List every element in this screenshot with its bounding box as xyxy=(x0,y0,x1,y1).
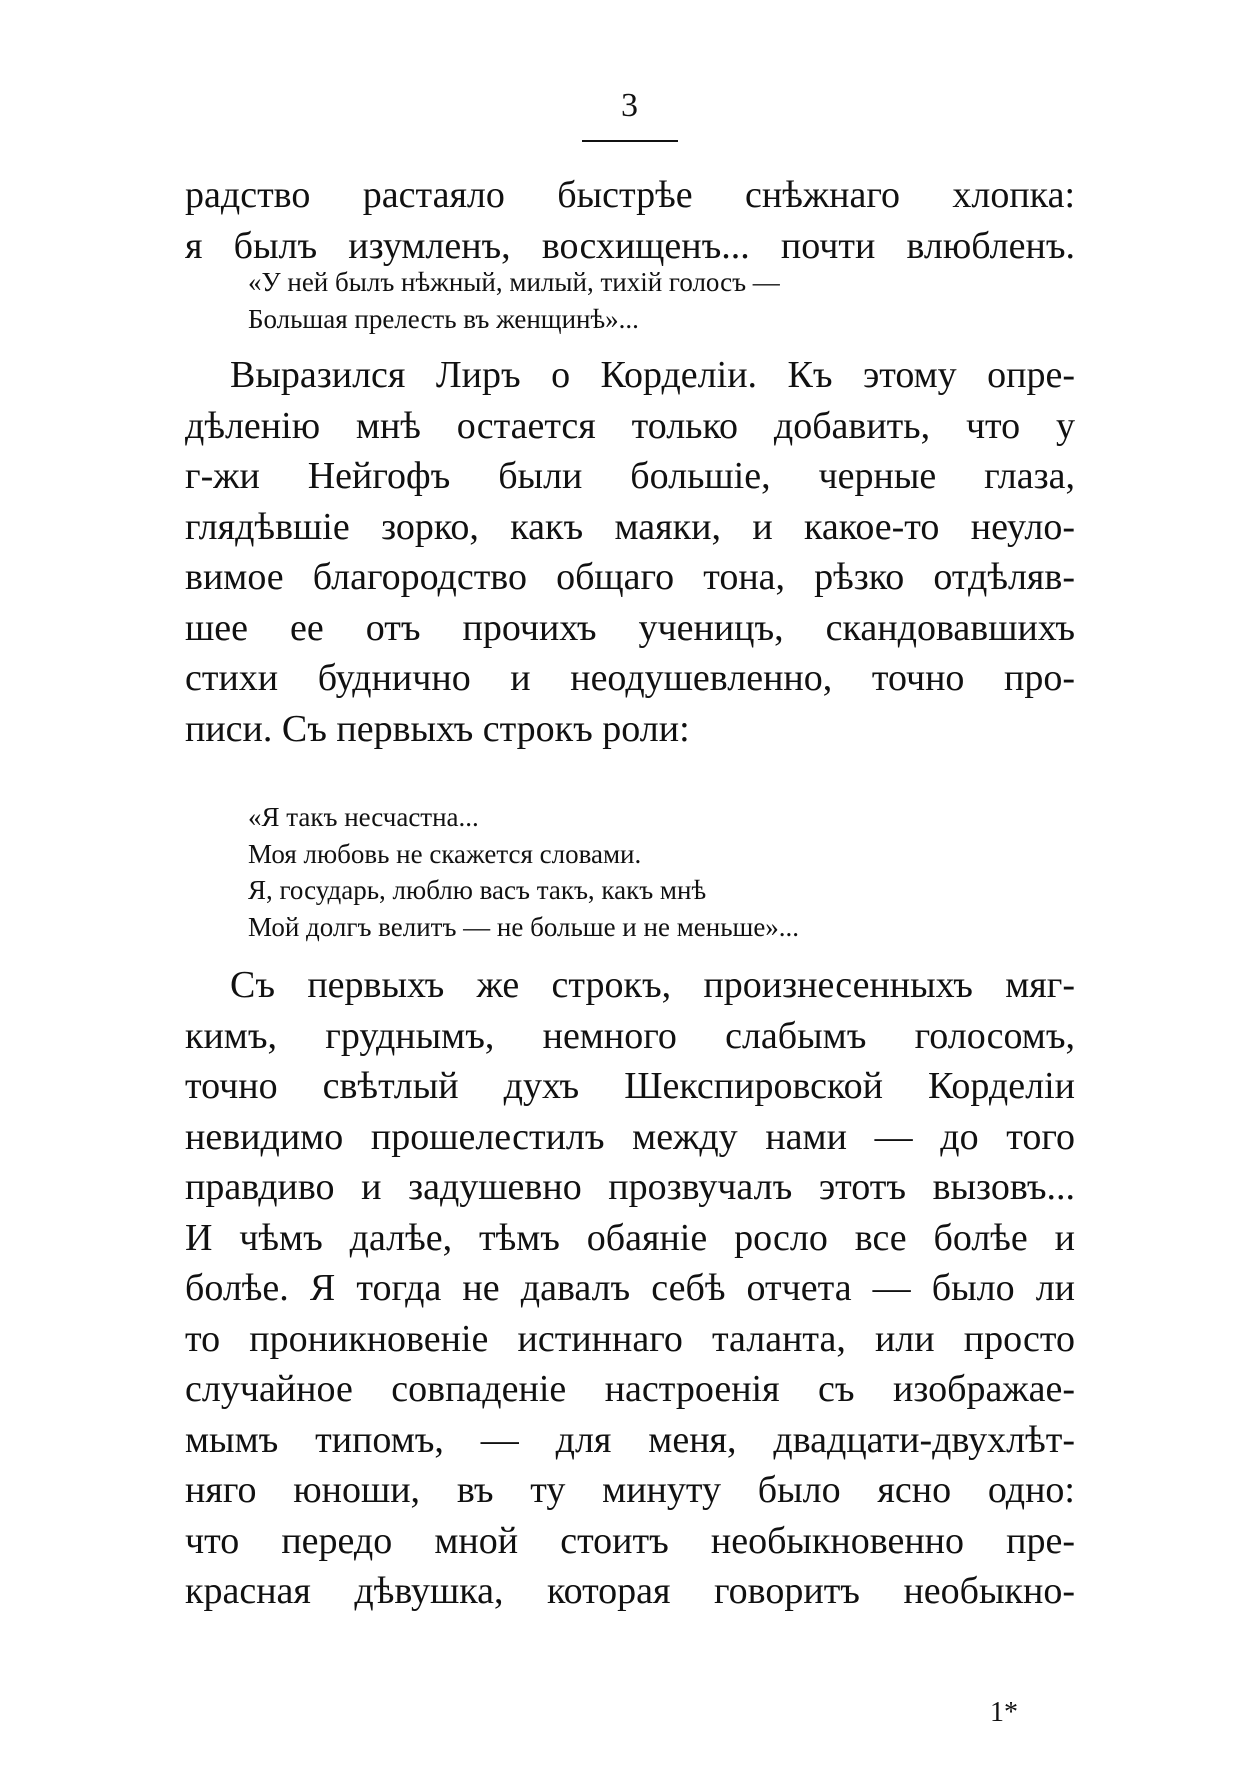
verse-line: Большая прелесть въ женщинѣ»... xyxy=(248,303,639,334)
text-line: красная дѣвушка, которая говоритъ необыкно- xyxy=(185,1570,1075,1612)
text-line: невидимо прошелестилъ между нами — до того xyxy=(185,1115,1075,1158)
printer-signature: 1* xyxy=(990,1697,1018,1728)
verse-line: «У ней былъ нѣжный, милый, тихій голосъ — xyxy=(248,267,780,297)
verse-line: «Я такъ несчастна... xyxy=(248,802,479,832)
text-line: И чѣмъ далѣе, тѣмъ обаяніе росло все болѣе и xyxy=(185,1216,1075,1259)
text-line: радство растаяло быстрѣе снѣжнаго хлопка: xyxy=(185,174,1075,216)
text-line: случайное совпаденіе настроенія съ изображае- xyxy=(185,1368,1075,1410)
text-line: вимое благородство общаго тона, рѣзко отдѣляв- xyxy=(185,556,1075,598)
verse-quote-2 xyxy=(248,799,1008,945)
text-line: болѣе. Я тогда не давалъ себѣ отчета — было ли xyxy=(185,1267,1075,1309)
text-line: что передо мной стоитъ необыкновенно пре- xyxy=(185,1519,1075,1562)
text-line: я былъ изумленъ, восхищенъ... почти влюбленъ. xyxy=(185,224,1075,267)
paragraph-2 xyxy=(185,350,1075,754)
text-line: дѣленію мнѣ остается только добавить, что у xyxy=(185,404,1075,447)
text-line: то проникновеніе истиннаго таланта, или просто xyxy=(185,1317,1075,1360)
text-line: мымъ типомъ, — для меня, двадцати-двухлѣт- xyxy=(185,1418,1075,1461)
text-line: писи. Съ первыхъ строкъ роли: xyxy=(185,707,690,750)
text-line: точно свѣтлый духъ Шекспировской Корделіи xyxy=(185,1065,1075,1107)
text-line: г-жи Нейгофъ были большіе, черные глаза, xyxy=(185,455,1075,497)
text-line: стихи буднично и неодушевленно, точно про- xyxy=(185,657,1075,699)
text-line: глядѣвшіе зорко, какъ маяки, и какое-то неуло- xyxy=(185,505,1075,548)
text-line: Выразился Лиръ о Корделіи. Къ этому опре- xyxy=(230,354,1075,396)
verse-line: Я, государь, люблю васъ такъ, какъ мнѣ xyxy=(248,875,707,905)
verse-line: Мой долгъ велитъ — не больше и не меньше»... xyxy=(248,911,800,942)
paragraph-1 xyxy=(185,170,1075,271)
text-line: шее ее отъ прочихъ ученицъ, скандовавшихъ xyxy=(185,606,1075,649)
text-line: няго юноши, въ ту минуту было ясно одно: xyxy=(185,1469,1075,1511)
verse-line: Моя любовь не скажется словами. xyxy=(248,838,642,869)
text-line: Съ первыхъ же строкъ, произнесенныхъ мяг- xyxy=(230,964,1075,1006)
text-line: кимъ, груднымъ, немного слабымъ голосомъ, xyxy=(185,1014,1075,1057)
verse-quote-1 xyxy=(248,264,1008,337)
text-line: правдиво и задушевно прозвучалъ этотъ вызовъ... xyxy=(185,1166,1075,1208)
paragraph-3 xyxy=(185,960,1075,1617)
header-rule xyxy=(582,140,678,142)
page-number: 3 xyxy=(621,87,638,124)
